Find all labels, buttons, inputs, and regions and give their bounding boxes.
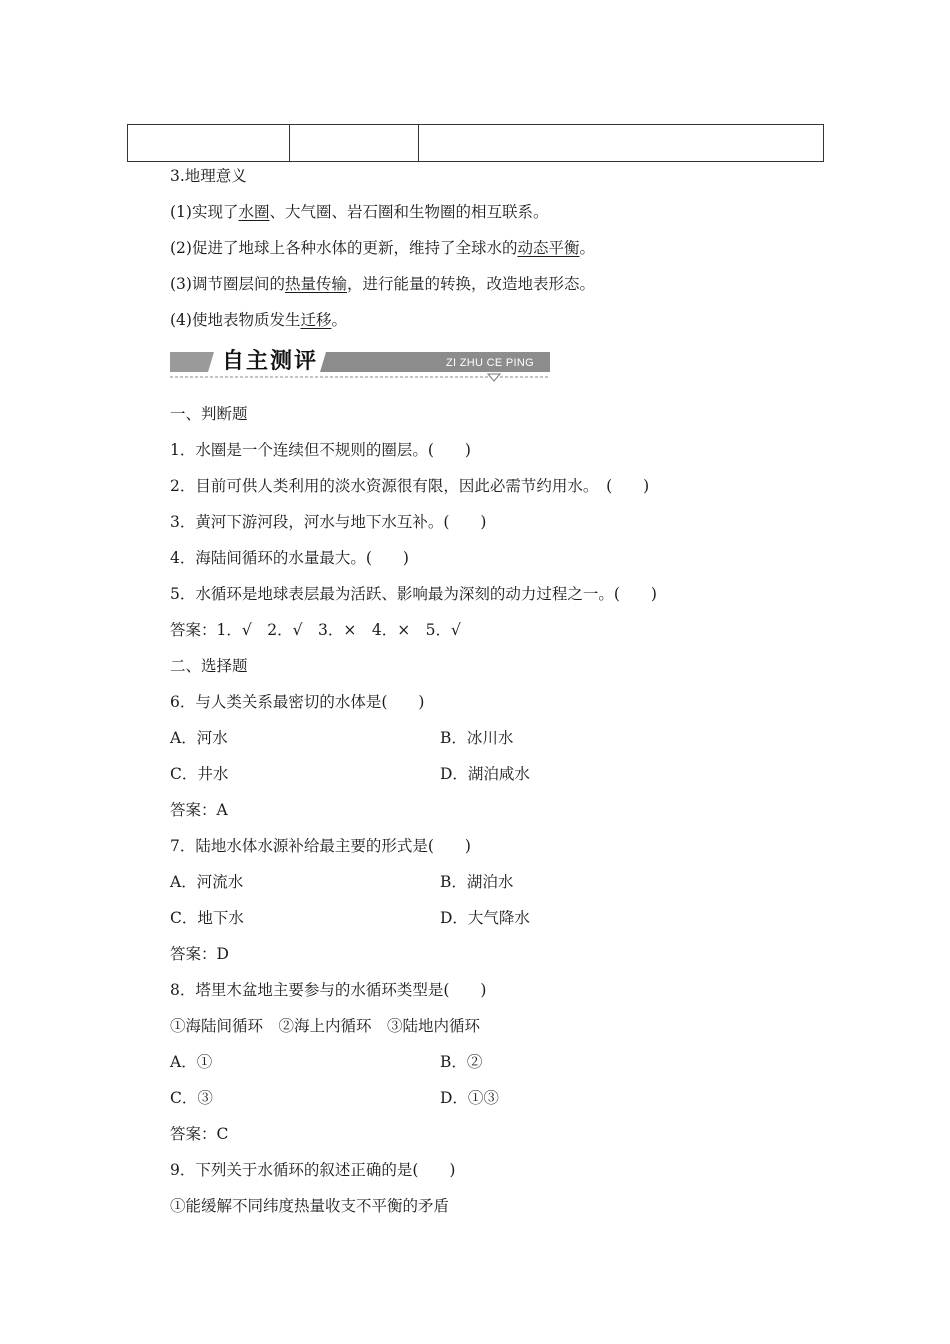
question-1: 1．水圈是一个连续但不规则的圈层。( ) — [170, 441, 471, 459]
option-c: C．③ — [170, 1089, 213, 1107]
answer-line: 答案：1．√ 2．√ 3．× 4．× 5．√ — [170, 621, 461, 639]
continuation-table — [127, 124, 824, 162]
option-d: D．湖泊咸水 — [440, 765, 530, 783]
table-row — [128, 125, 824, 162]
answer-blank: 热量传输 — [284, 275, 347, 293]
answer-blank: 水圈 — [238, 203, 270, 221]
question-2: 2．目前可供人类利用的淡水资源很有限，因此必需节约用水。 ( ) — [170, 477, 650, 495]
option-a: A．河流水 — [170, 873, 244, 891]
question-7: 7．陆地水体水源补给最主要的形式是( ) — [170, 837, 471, 855]
answer-line: 答案：A — [170, 801, 228, 819]
table-cell — [128, 125, 290, 162]
answer-line: 答案：D — [170, 945, 229, 963]
question-8-items: ①海陆间循环 ②海上内循环 ③陆地内循环 — [170, 1017, 481, 1035]
question-8: 8．塔里木盆地主要参与的水循环类型是( ) — [170, 981, 487, 999]
question-9-item-1: ①能缓解不同纬度热量收支不平衡的矛盾 — [170, 1197, 450, 1215]
option-a: A．河水 — [170, 729, 228, 747]
option-b: B．② — [440, 1053, 483, 1071]
answer-line: 答案：C — [170, 1125, 229, 1143]
answer-blank: 动态平衡 — [517, 239, 580, 257]
significance-item-4: (4)使地表物质发生迁移。 — [170, 311, 347, 329]
question-6: 6．与人类关系最密切的水体是( ) — [170, 693, 425, 711]
banner-subtitle: ZI ZHU CE PING — [446, 357, 534, 369]
question-3: 3．黄河下游河段，河水与地下水互补。( ) — [170, 513, 487, 531]
option-d: D．①③ — [440, 1089, 499, 1107]
option-a: A．① — [170, 1053, 213, 1071]
significance-item-1: (1)实现了水圈、大气圈、岩石圈和生物圈的相互联系。 — [170, 203, 549, 221]
option-c: C．井水 — [170, 765, 229, 783]
significance-item-3: (3)调节圈层间的热量传输，进行能量的转换，改造地表形态。 — [170, 275, 595, 293]
section-heading: 二、选择题 — [170, 657, 248, 675]
question-5: 5．水循环是地球表层最为活跃、影响最为深刻的动力过程之一。( ) — [170, 585, 657, 603]
banner-title: 自主测评 — [222, 349, 319, 374]
option-c: C．地下水 — [170, 909, 244, 927]
significance-item-2: (2)促进了地球上各种水体的更新，维持了全球水的动态平衡。 — [170, 239, 595, 257]
option-b: B．冰川水 — [440, 729, 514, 747]
option-d: D．大气降水 — [440, 909, 530, 927]
question-9: 9．下列关于水循环的叙述正确的是( ) — [170, 1161, 456, 1179]
table-cell — [290, 125, 419, 162]
table-cell — [419, 125, 824, 162]
section-heading: 一、判断题 — [170, 405, 248, 423]
question-4: 4．海陆间循环的水量最大。( ) — [170, 549, 409, 567]
significance-heading: 3.地理意义 — [170, 167, 247, 185]
option-b: B．湖泊水 — [440, 873, 514, 891]
answer-blank: 迁移 — [300, 311, 332, 329]
